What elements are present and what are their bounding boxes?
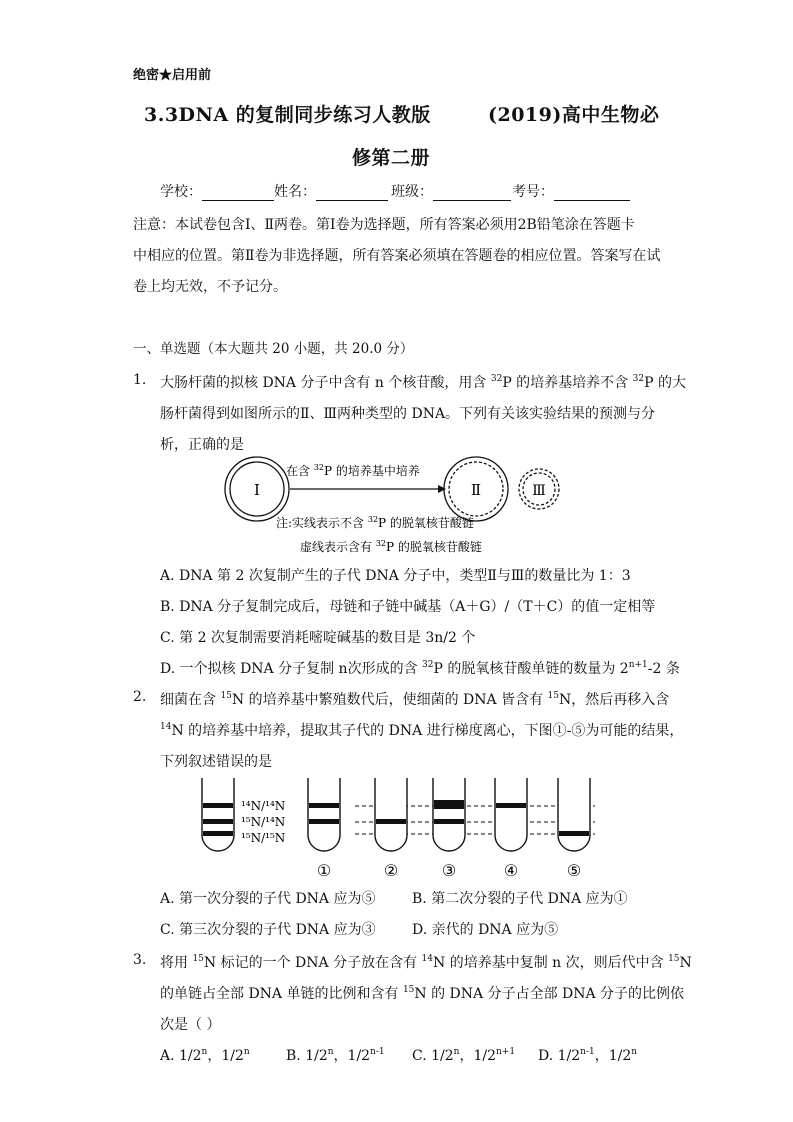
- name-blank[interactable]: [316, 186, 388, 201]
- q2-option-d[interactable]: D. 亲代的 DNA 应为⑤: [412, 922, 559, 938]
- reference-band-hybrid: [203, 819, 233, 824]
- arrow-head-icon: [438, 485, 446, 493]
- tube-3-band-light: [434, 800, 464, 809]
- tube-3-label: ③: [441, 861, 457, 880]
- name-field: [274, 181, 388, 201]
- class-label: 班级：: [391, 184, 433, 200]
- school-field: [160, 181, 274, 201]
- q3-option-d[interactable]: D. 1/2$^{n-1}$，1/2$^n$: [538, 1047, 638, 1064]
- q1-option-d[interactable]: D. 一个拟核 DNA 分子复制 n次形成的含 $^{32}$P 的脱氧核苷酸单链的数量为 $2^{n+1}-2$ 条: [160, 660, 680, 677]
- reference-band-heavy: [203, 831, 233, 836]
- q2-option-c[interactable]: C. 第三次分裂的子代 DNA 应为③: [160, 922, 376, 938]
- tube-5: [558, 778, 590, 851]
- tube-5-band-heavy: [559, 831, 589, 836]
- tube-1-label: ①: [316, 861, 332, 880]
- q3-option-b[interactable]: B. 1/2$^n$，1/2$^{n-1}$: [286, 1047, 385, 1064]
- band-label-heavy: ¹⁵N/¹⁵N: [241, 831, 286, 845]
- notice-line-3: 卷上均无效，不予记分。: [133, 279, 287, 295]
- section-title: 一、单选题（本大题共 20 小题，共 20.0 分）: [133, 341, 414, 357]
- tube-4-band-light: [496, 803, 526, 808]
- q1-option-a[interactable]: A. DNA 第 2 次复制产生的子代 DNA 分子中，类型Ⅱ与Ⅲ的数量比为 1：3: [160, 568, 631, 584]
- page-title-part2: (2019)高中生物必: [488, 104, 660, 126]
- notice-line-2: 中相应的位置。第Ⅱ卷为非选择题，所有答案必须填在答题卷的相应位置。答案写在试: [133, 248, 661, 264]
- type-i-label: Ⅰ: [254, 481, 260, 499]
- q3-number: 3.: [133, 952, 147, 968]
- tube-2-label: ②: [383, 861, 399, 880]
- class-blank[interactable]: [433, 186, 511, 201]
- tube-1: [308, 778, 340, 851]
- q1-option-c[interactable]: C. 第 2 次复制需要消耗嘧啶碱基的数目是 3n/2 个: [160, 630, 476, 646]
- q3-line-1: 将用 $^{15}$N 标记的一个 DNA 分子放在含有 $^{14}$N 的培养基中复制 n 次，则后代中含 $^{15}$N: [160, 954, 692, 971]
- tube-1-band-light: [309, 803, 339, 808]
- tube-2: [375, 778, 407, 851]
- q1-line-1: 大肠杆菌的拟核 DNA 分子中含有 n 个核苷酸，用含 $^{32}$P 的培养基培养不含 $^{32}$P 的大: [160, 374, 686, 391]
- q2-line-3: 下列叙述错误的是: [160, 754, 272, 770]
- school-label: 学校：: [160, 184, 202, 200]
- school-blank[interactable]: [202, 186, 274, 201]
- q3-option-c[interactable]: C. 1/2$^n$，$1/2^{n+1}$: [412, 1047, 516, 1064]
- class-field: [391, 181, 511, 201]
- exam-number-field: [512, 181, 630, 201]
- tube-3-band-hybrid: [434, 819, 464, 824]
- tube-4: [495, 778, 527, 851]
- q1-line-2: 肠杆菌得到如图所示的Ⅱ、Ⅲ两种类型的 DNA。下列有关该实验结果的预测与分: [160, 406, 656, 422]
- reference-band-light: [203, 803, 233, 808]
- tube-4-label: ④: [503, 861, 519, 880]
- q3-line-2: 的单链占全部 DNA 单链的比例和含有 $^{15}$N 的 DNA 分子占全部 DNA 分子的比例依: [160, 985, 685, 1002]
- page-title-part3: 修第二册: [352, 147, 431, 169]
- figure-note-2: 虚线表示含有 $^{32}$P 的脱氧核苷酸链: [300, 539, 482, 554]
- figure-note-1: 注:实线表示不含 $^{32}$P 的脱氧核苷酸链: [276, 515, 474, 530]
- name-label: 姓名：: [274, 184, 316, 200]
- tube-2-band-hybrid: [376, 819, 406, 824]
- q2-option-b[interactable]: B. 第二次分裂的子代 DNA 应为①: [412, 891, 628, 907]
- q2-option-a[interactable]: A. 第一次分裂的子代 DNA 应为⑤: [160, 891, 376, 907]
- band-label-hybrid: ¹⁵N/¹⁴N: [241, 815, 286, 829]
- notice-line-1: 注意：本试卷包含Ⅰ、Ⅱ两卷。第Ⅰ卷为选择题，所有答案必须用2B铅笔涂在答题卡: [133, 217, 635, 233]
- exam-number-label: 考号：: [512, 184, 554, 200]
- q1-line-3: 析，正确的是: [160, 437, 244, 453]
- type-ii-label: Ⅱ: [470, 481, 482, 499]
- q3-option-a[interactable]: A. 1/2$^n$，1/2$^n$: [160, 1047, 250, 1064]
- q2-line-2: $^{14}$N 的培养基中培养，提取其子代的 DNA 进行梯度离心，下图①-⑤为可能的结果，: [160, 722, 684, 739]
- q1-number: 1.: [133, 372, 147, 388]
- q2-line-1: 细菌在含 $^{15}$N 的培养基中繁殖数代后，使细菌的 DNA 皆含有 $^{15}$N，然后再移入含: [160, 691, 670, 708]
- culture-arrow-label: 在含 $^{32}$P 的培养基中培养: [286, 463, 420, 478]
- q3-line-3: 次是（ ）: [160, 1017, 221, 1033]
- tube-3: [433, 778, 465, 851]
- reference-tube: [202, 778, 234, 851]
- page-title-part1: 3.3DNA 的复制同步练习人教版: [144, 104, 431, 126]
- tube-5-label: ⑤: [566, 861, 582, 880]
- q2-number: 2.: [133, 689, 147, 705]
- q1-option-b[interactable]: B. DNA 分子复制完成后，母链和子链中碱基（A＋G）/（T＋C）的值一定相等: [160, 599, 656, 615]
- q2-centrifuge-figure: [195, 775, 615, 881]
- q1-dna-figure: [220, 455, 560, 560]
- type-iii-label: Ⅲ: [532, 483, 546, 499]
- confidential-label: 绝密★启用前: [133, 68, 212, 83]
- tube-1-band-hybrid: [309, 819, 339, 824]
- exam-number-blank[interactable]: [554, 186, 630, 201]
- band-label-light: ¹⁴N/¹⁴N: [241, 799, 286, 813]
